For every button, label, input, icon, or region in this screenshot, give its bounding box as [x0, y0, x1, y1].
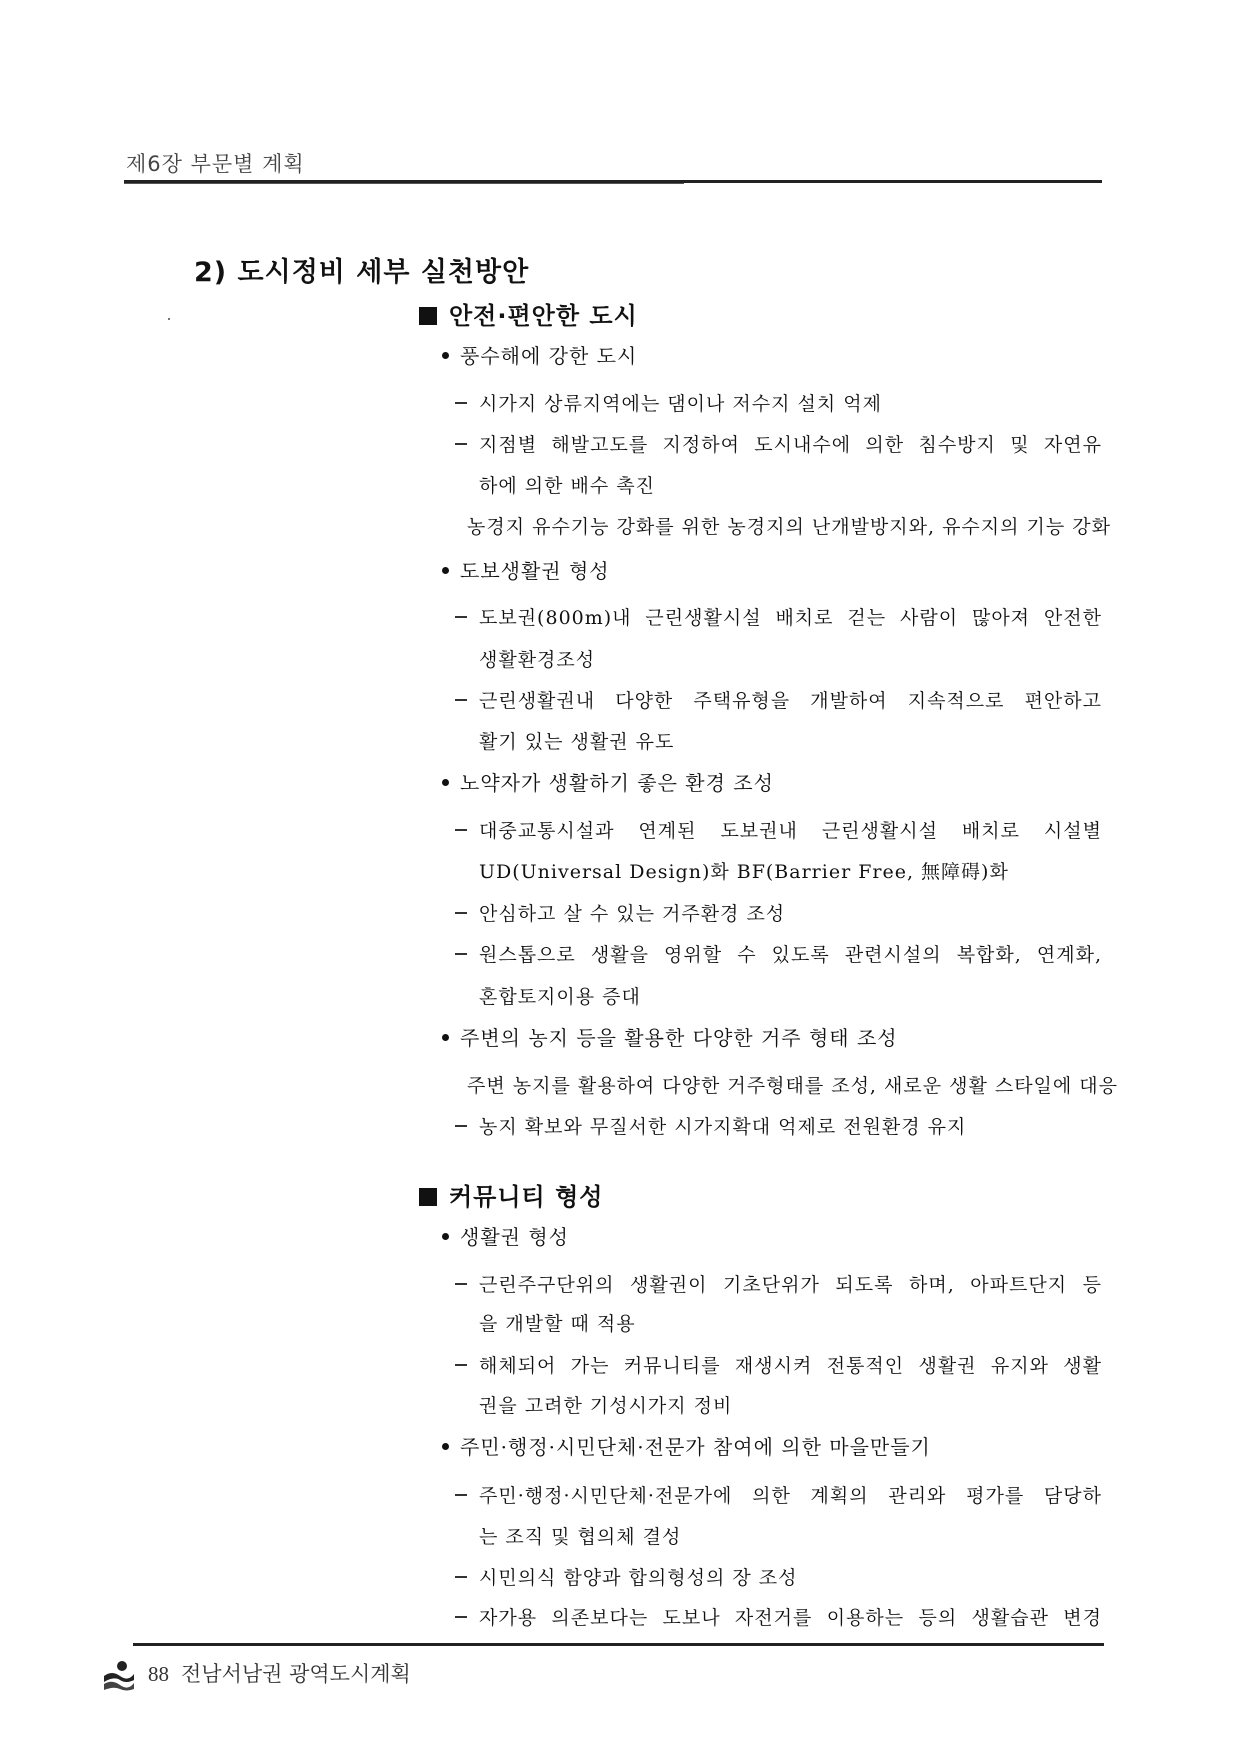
dash-item: [455, 899, 785, 926]
footer-rule: [133, 1643, 1104, 1646]
dash-icon: [455, 953, 467, 955]
item-text: 시가지 상류지역에는 댐이나 저수지 설치 억제: [479, 393, 882, 415]
dash-icon: [455, 1125, 467, 1127]
heading-text: 커뮤니티 형성: [449, 1183, 604, 1211]
dash-item: [455, 940, 1102, 967]
bullet-text: 도보생활권 형성: [460, 559, 610, 583]
item-continuation: 활기 있는 생활권 유도: [479, 731, 675, 753]
bullet-item: [442, 555, 610, 584]
section-title: 2) 도시정비 세부 실천방안: [194, 257, 530, 288]
bullet-dot-icon: [442, 1034, 449, 1041]
dash-icon: [455, 912, 467, 914]
subsection-heading: [419, 1177, 603, 1212]
item-text: 근린주구단위의 생활권이 기초단위가 되도록 하며, 아파트단지 등: [479, 1274, 1102, 1296]
item-continuation: 을 개발할 때 적용: [479, 1313, 636, 1335]
bullet-text: 노약자가 생활하기 좋은 환경 조성: [460, 771, 774, 795]
footer: [148, 1658, 411, 1688]
footer-title: 전남서남권 광역도시계획: [181, 1662, 411, 1686]
bullet-item: [442, 1221, 569, 1250]
dash-item: [455, 430, 1102, 457]
dash-icon: [455, 1576, 467, 1578]
bullet-dot-icon: [442, 567, 449, 574]
item-text: 농경지 유수기능 강화를 위한 농경지의 난개발방지와, 유수지의 기능 강화: [467, 516, 1111, 538]
bullet-text: 생활권 형성: [460, 1225, 569, 1249]
dash-item: [455, 1270, 1102, 1297]
bullet-item: [442, 1431, 931, 1460]
dash-item: [455, 1603, 1102, 1630]
page-number: 88: [148, 1662, 169, 1686]
dash-item: [455, 1351, 1102, 1378]
item-continuation: 하에 의한 배수 촉진: [479, 475, 655, 497]
dash-icon: [455, 1616, 467, 1618]
item-text: 주민·행정·시민단체·전문가에 의한 계획의 관리와 평가를 담당하: [479, 1485, 1102, 1507]
item-continuation: 는 조직 및 협의체 결성: [479, 1526, 682, 1548]
dash-item: [455, 603, 1102, 630]
dash-icon: [455, 1364, 467, 1366]
item-continuation: UD(Universal Design)화 BF(Barrier Free, 無障碍)화: [479, 861, 1009, 883]
dash-item: [455, 1071, 1119, 1098]
dash-item: [455, 1481, 1102, 1508]
item-text: 주변 농지를 활용하여 다양한 거주형태를 조성, 새로운 생활 스타일에 대응: [467, 1075, 1119, 1097]
dash-icon: [455, 443, 467, 445]
scan-speck: [168, 318, 170, 320]
item-continuation: 생활환경조성: [479, 649, 596, 671]
item-text: 시민의식 함양과 합의형성의 장 조성: [479, 1567, 798, 1589]
heading-text: 안전·편안한 도시: [449, 302, 638, 330]
item-continuation: 권을 고려한 기성시가지 정비: [479, 1395, 733, 1417]
bullet-text: 주변의 농지 등을 활용한 다양한 거주 형태 조성: [460, 1026, 898, 1050]
item-text: 해체되어 가는 커뮤니티를 재생시켜 전통적인 생활권 유지와 생활: [479, 1355, 1102, 1377]
bullet-item: [442, 1022, 898, 1051]
dash-item: [455, 389, 882, 416]
bullet-item: [442, 767, 774, 796]
chapter-header: 제6장 부문별 계획: [126, 152, 305, 176]
item-continuation: 혼합토지이용 증대: [479, 986, 641, 1008]
item-text: 근린생활권내 다양한 주택유형을 개발하여 지속적으로 편안하고: [479, 690, 1102, 712]
item-text: 도보권(800m)내 근린생활시설 배치로 걷는 사람이 많아져 안전한: [479, 607, 1102, 629]
square-bullet-icon: [419, 307, 437, 325]
wave-logo-icon: [102, 1660, 136, 1692]
bullet-dot-icon: [442, 1233, 449, 1240]
item-text: 대중교통시설과 연계된 도보권내 근린생활시설 배치로 시설별: [479, 820, 1102, 842]
subsection-heading: [419, 296, 638, 331]
dash-item: [455, 1563, 797, 1590]
bullet-item: [442, 340, 637, 369]
dash-icon: [455, 699, 467, 701]
dash-icon: [455, 402, 467, 404]
dash-icon: [455, 1494, 467, 1496]
item-text: 지점별 해발고도를 지정하여 도시내수에 의한 침수방지 및 자연유: [479, 434, 1102, 456]
bullet-dot-icon: [442, 352, 449, 359]
dash-item: [455, 686, 1102, 713]
dash-icon: [455, 616, 467, 618]
dash-icon: [455, 1283, 467, 1285]
square-bullet-icon: [419, 1188, 437, 1206]
item-text: 농지 확보와 무질서한 시가지확대 억제로 전원환경 유지: [479, 1116, 967, 1138]
bullet-text: 주민·행정·시민단체·전문가 참여에 의한 마을만들기: [460, 1435, 931, 1459]
bullet-text: 풍수해에 강한 도시: [460, 344, 638, 368]
dash-item: [455, 512, 1111, 539]
dash-icon: [455, 829, 467, 831]
bullet-dot-icon: [442, 779, 449, 786]
item-text: 원스톱으로 생활을 영위할 수 있도록 관련시설의 복합화, 연계화,: [479, 944, 1102, 966]
dash-item: [455, 1112, 966, 1139]
bullet-dot-icon: [442, 1443, 449, 1450]
header-rule-thin: [124, 183, 684, 184]
dash-item: [455, 816, 1102, 843]
item-text: 안심하고 살 수 있는 거주환경 조성: [479, 903, 786, 925]
item-text: 자가용 의존보다는 도보나 자전거를 이용하는 등의 생활습관 변경: [479, 1607, 1102, 1629]
